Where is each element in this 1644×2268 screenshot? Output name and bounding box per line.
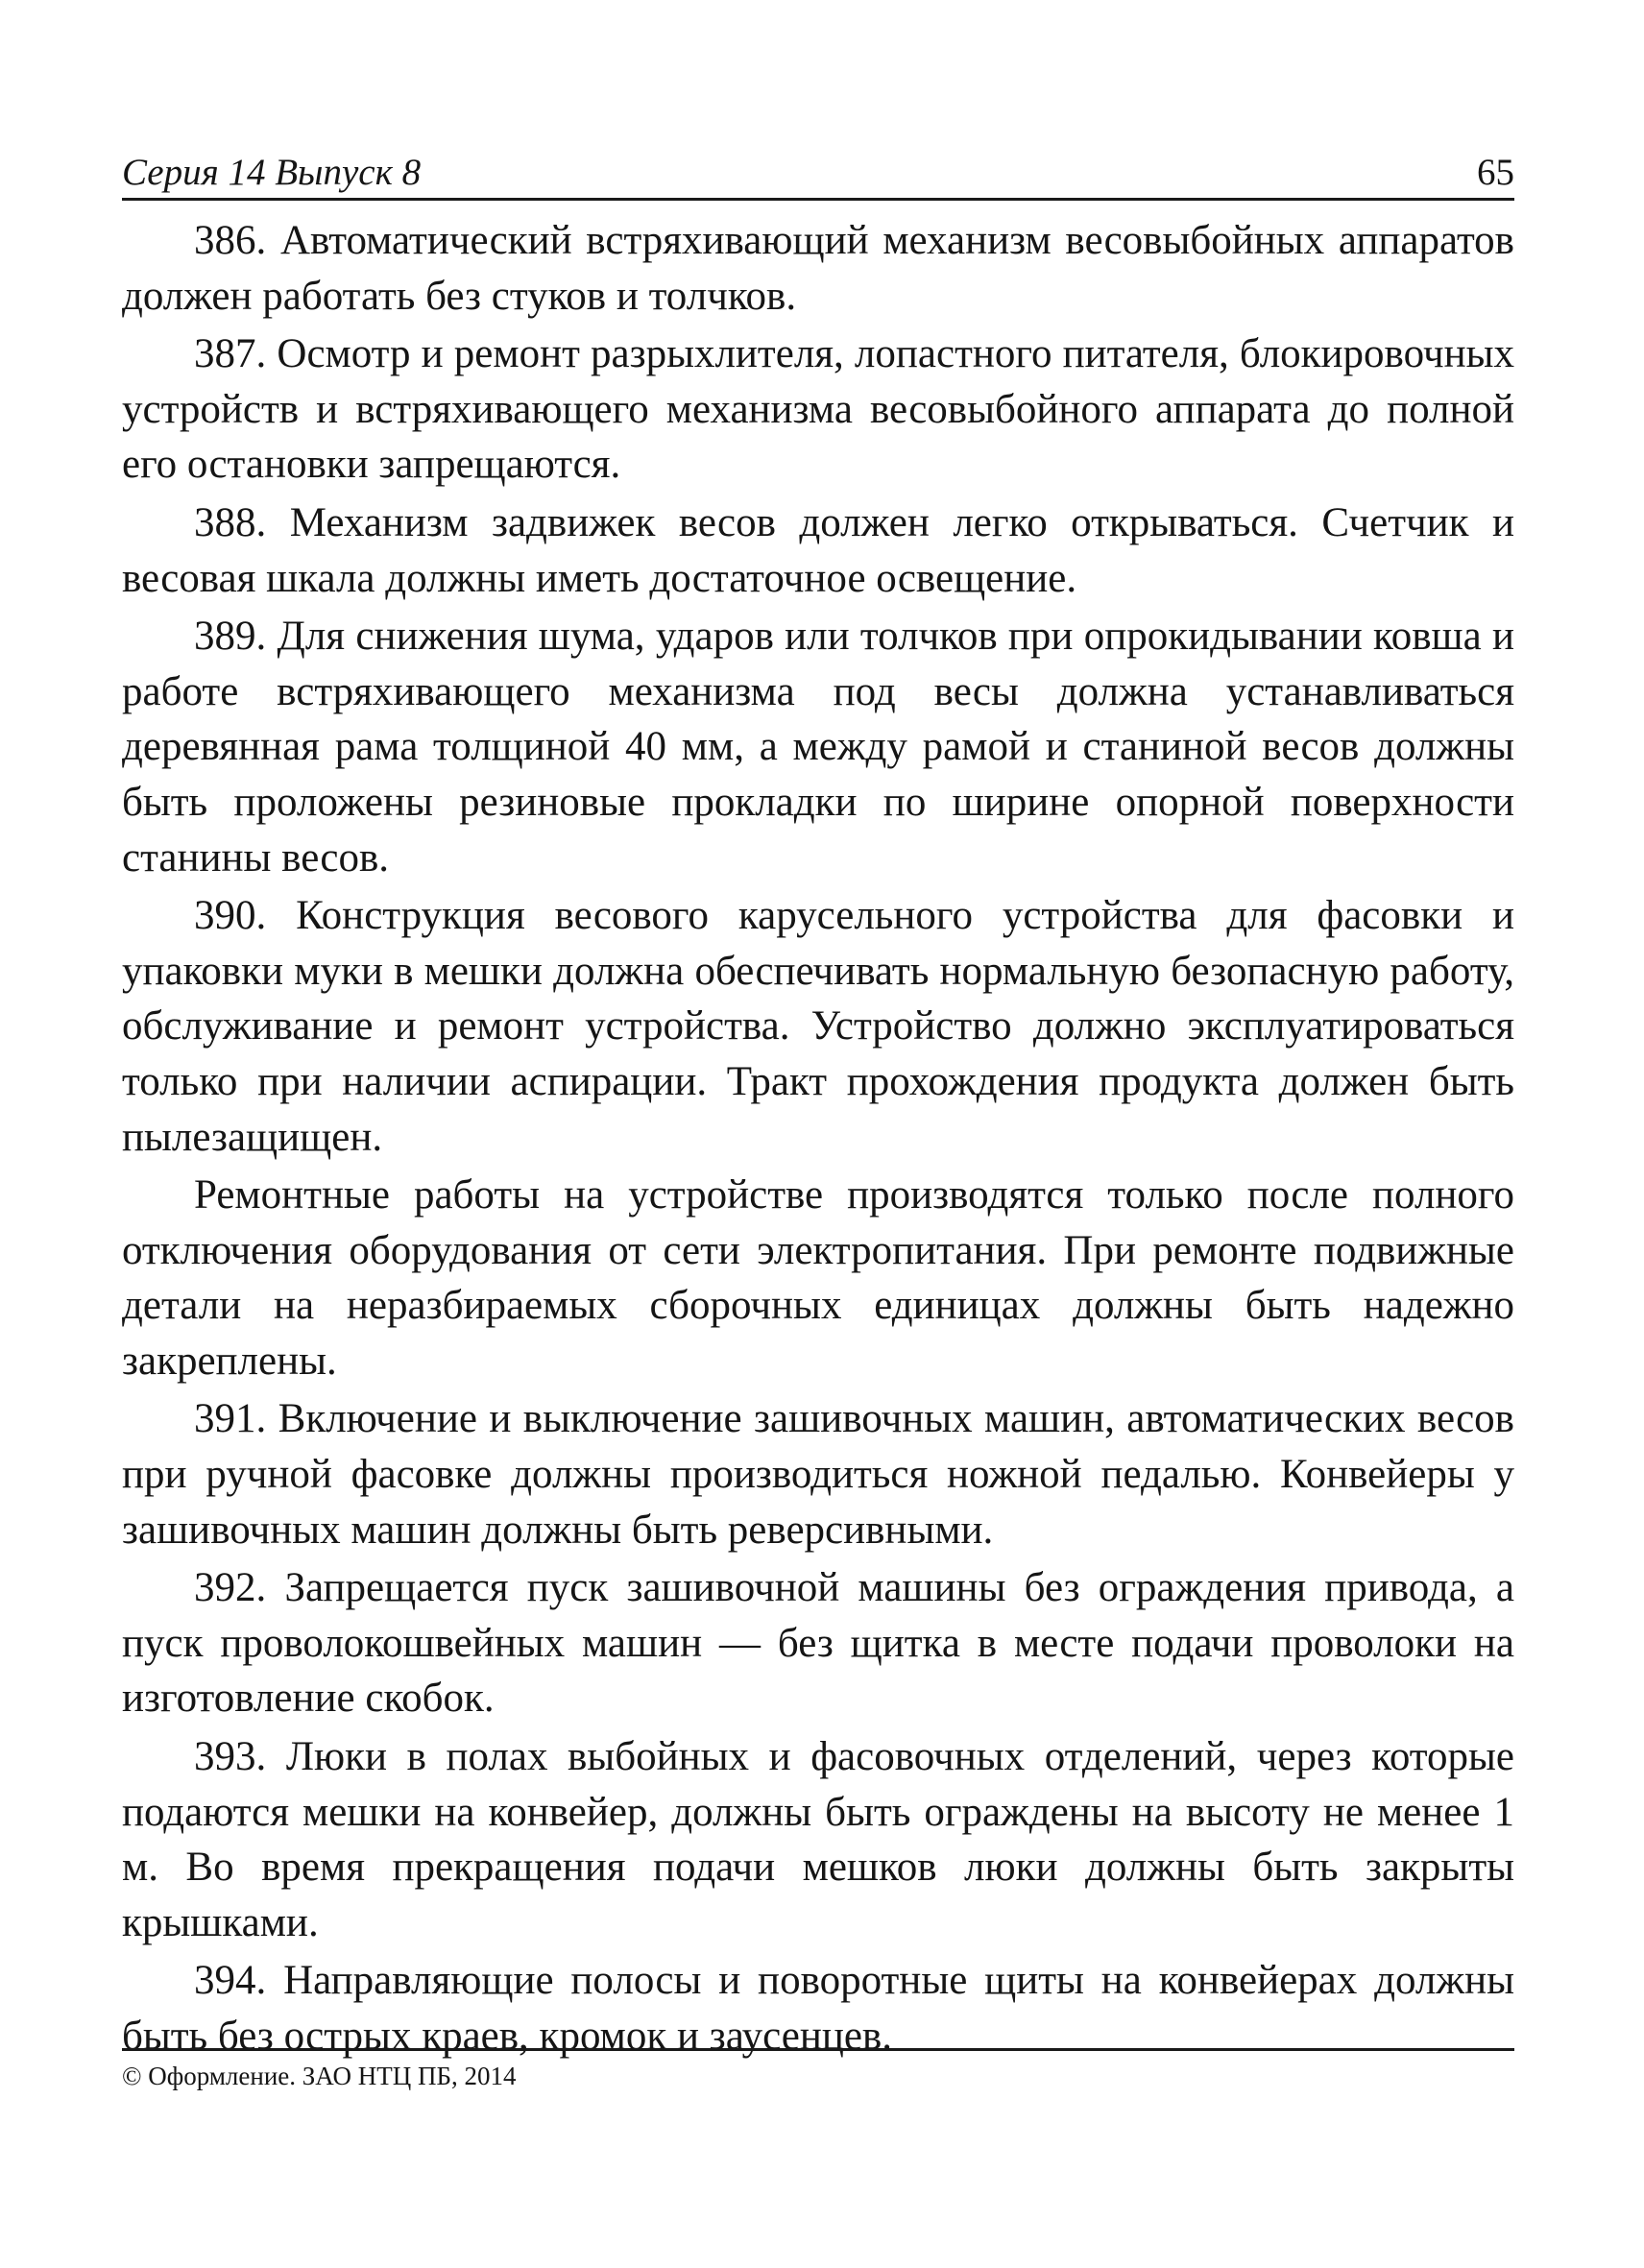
page-footer: [122, 2048, 1514, 2091]
paragraph-388: 388. Механизм задвижек весов должен легко открываться. Счетчик и весовая шкала должны иметь достаточное освещение.: [122, 499, 1514, 601]
paragraph-393: 393. Люки в полах выбойных и фасовочных отделений, через которые подаются мешки на конвейер, должны быть ограждены на высоту не менее 1 м. Во время прекращения подачи мешков люки должны быть закрыты крышками.: [122, 1734, 1514, 1945]
running-header: [122, 144, 1514, 201]
paragraph-391: 391. Включение и выключение зашивочных машин, автоматических весов при ручной фасовке должны производиться ножной педалью. Конвейеры у зашивочных машин должны быть реверсивными.: [122, 1396, 1514, 1553]
series-title: Серия 14 Выпуск 8: [122, 152, 422, 193]
paragraph-390-continued: Ремонтные работы на устройстве производятся только после полного отключения оборудования от сети электропитания. При ремонте подвижные детали на неразбираемых сборочных единицах должны быть надежно закреплены.: [122, 1172, 1514, 1384]
paragraph-394: 394. Направляющие полосы и поворотные щиты на конвейерах должны быть без острых краев, кромок и заусенцев.: [122, 1958, 1514, 2059]
body-text: [122, 213, 1514, 2064]
paragraph-392: 392. Запрещается пуск зашивочной машины без ограждения привода, а пуск проволокошвейных машин — без щитка в месте подачи проволоки на изготовление скобок.: [122, 1565, 1514, 1722]
paragraph-386: 386. Автоматический встряхивающий механизм весовыбойных аппаратов должен работать без стуков и толчков.: [122, 218, 1514, 319]
paragraph-390: 390. Конструкция весового карусельного устройства для фасовки и упаковки муки в мешки должна обеспечивать нормальную безопасную работу, обслуживание и ремонт устройства. Устройство должно эксплуатироваться только при наличии аспирации. Тракт прохождения продукта должен быть пылезащищен.: [122, 893, 1514, 1160]
paragraph-389: 389. Для снижения шума, ударов или толчков при опрокидывании ковша и работе встряхивающего механизма под весы должна устанавливаться деревянная рама толщиной 40 мм, а между рамой и станиной весов должны быть проложены резиновые прокладки по ширине опорной поверхности станины весов.: [122, 614, 1514, 881]
page-number: 65: [1477, 152, 1514, 193]
paragraph-387: 387. Осмотр и ремонт разрыхлителя, лопастного питателя, блокировочных устройств и встряхивающего механизма весовыбойного аппарата до полной его остановки запрещаются.: [122, 331, 1514, 488]
copyright-notice: © Оформление. ЗАО НТЦ ПБ, 2014: [122, 2062, 517, 2090]
